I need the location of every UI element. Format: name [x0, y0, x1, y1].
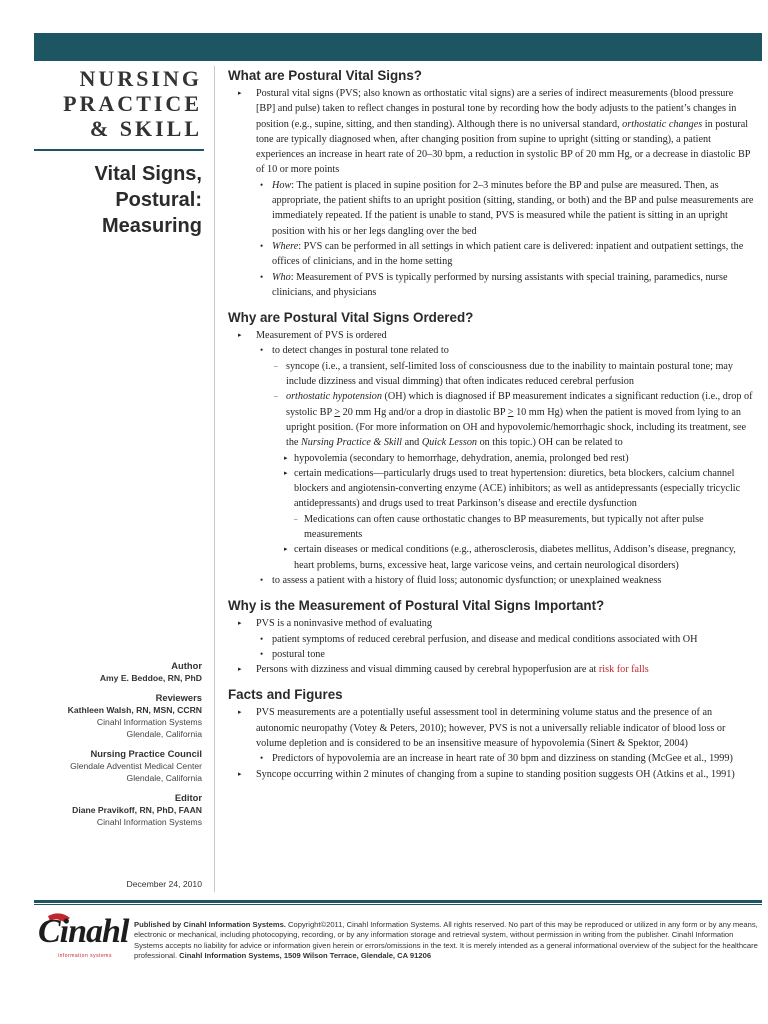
bullet-marker-icon: ▸ — [284, 453, 288, 462]
bullet-marker-icon: • — [260, 271, 264, 282]
footer-rule — [34, 900, 762, 903]
section-heading: Why are Postural Vital Signs Ordered? — [228, 310, 474, 326]
bullet-item — [228, 359, 754, 390]
section-gap — [228, 588, 754, 597]
bullet-item — [228, 512, 754, 543]
bullet-item — [228, 239, 754, 270]
bullet-item — [228, 86, 754, 178]
bullet-text: certain diseases or medical conditions (e.g., atherosclerosis, diabetes mellitus, Addison’s disease, pregnancy, heart problems, burns, excessive heat, large varicose veins, and certain neurological disorders) — [294, 544, 736, 571]
credit-line: Diane Pravikoff, RN, PhD, FAAN — [72, 805, 202, 815]
footer-address: Cinahl Information Systems, 1509 Wilson Terrace, Glendale, CA 91206 — [179, 951, 432, 961]
bullet-item — [228, 178, 754, 239]
footer-rule-thin — [34, 904, 762, 905]
credit-line: Glendale, California — [126, 729, 202, 739]
credit-heading: Editor — [174, 792, 202, 803]
section-gap — [228, 300, 754, 309]
bullet-text: syncope (i.e., a transient, self-limited loss of consciousness due to the inability to maintain postural tone; may include dizziness and visual dimming) that often indicates reduced cerebral perfusion — [286, 360, 734, 388]
section-gap — [228, 677, 754, 686]
bullet-marker-icon: • — [260, 753, 264, 764]
bullet-marker-icon: ▸ — [238, 665, 242, 674]
bullet-marker-icon: ▸ — [238, 89, 242, 97]
bullet-text: Where: PVS can be performed in all settings in which patient care is delivered: inpatient and outpatient settings, the offices of clinicians, and in the home setting — [272, 240, 744, 268]
bullet-text: Postural vital signs (PVS; also known as orthostatic vital signs) are a series of indirect measurements (blood pressure [BP] and pulse) taken to reflect changes in postural tone by recording how the body adjusts to the patient’s changes in position (e.g., supine, sitting, and then standing). Although there is no universal standard, orthostatic changes in postural tone are typically diagnosed when, after changing position from supine to upright (sitting or standing), a patient experiences an increase in heart rate of 20–30 bpm, a reduction in systolic BP of 20 mm Hg, or a decrease in diastolic BP of 10 or more points — [256, 88, 751, 176]
bullet-marker-icon: – — [294, 514, 298, 523]
brand-line: & SKILL — [89, 116, 202, 141]
bullet-marker-icon: • — [260, 574, 264, 585]
bullet-item — [228, 705, 754, 751]
bullet-marker-icon: – — [274, 361, 278, 370]
bullet-item — [228, 466, 754, 512]
credit-heading: Nursing Practice Council — [90, 748, 202, 759]
bullet-text: Medications can often cause orthostatic changes to BP measurements, but typically not after pulse measurements — [304, 513, 704, 541]
brand-title — [34, 66, 204, 141]
bullet-marker-icon: ▸ — [284, 468, 288, 477]
header-bar — [34, 33, 762, 61]
bullet-text: certain medications—particularly drugs used to treat hypertension: diuretics, beta blockers, calcium channel blockers and angiotensin-converting enzyme (ACE) inhibitors; as well as antidepressants (especially tricyclic antidepressants) and drugs used to treat Parkinson’s disease and erectile dysfunction — [294, 467, 741, 510]
section-heading: Facts and Figures — [228, 687, 343, 703]
credit-line: Glendale, California — [126, 773, 202, 783]
bullet-text: How: The patient is placed in supine position for 2–3 minutes before the BP and pulse are measured. Then, as appropriate, the patient shifts to an upright position (sitting, standing, or both) and the BP and pulse measurements are immediately repeated. If the patient is unable to stand, PVS is measured while the patient is sitting in an upright position with his or her legs dangling over the bed — [272, 179, 754, 237]
bullet-item — [228, 389, 754, 450]
brand-line: NURSING — [79, 66, 202, 91]
bullet-marker-icon: ▸ — [238, 769, 242, 778]
bullet-item — [228, 328, 754, 343]
brand-divider — [34, 149, 204, 151]
bullet-text: to detect changes in postural tone related to — [272, 345, 449, 357]
bullet-text: to assess a patient with a history of fluid loss; autonomic dysfunction; or unexplained weakness — [272, 574, 662, 586]
bullet-text: orthostatic hypotension (OH) which is diagnosed if BP measurement indicates a significant reduction (i.e., drop of systolic BP > 20 mm Hg and/or a drop in diastolic BP > 10 mm Hg) when the patient is moved from lying to an upright position. (For more information on OH and hypovolemic/hemorrhagic shock, including its treatment, see the Nursing Practice & Skill and Quick Lesson on this topic.) OH can be related to — [286, 391, 753, 449]
credits-block — [34, 652, 202, 828]
title-line: Measuring — [101, 215, 202, 237]
credit-heading: Author — [171, 660, 202, 671]
bullet-text: PVS measurements are a potentially useful assessment tool in determining volume status and the presence of an autonomic neuropathy (Votey & Peters, 2010); however, PVS is not a universally reliable indicator of blood loss or volume depletion and is considered to be an insensitive measure of hypovolemia (Sinert & Spektor, 2004) — [256, 707, 726, 749]
bullet-item — [228, 542, 754, 573]
bullet-marker-icon: ▸ — [238, 708, 242, 717]
bullet-item — [228, 767, 754, 782]
bullet-text: patient symptoms of reduced cerebral perfusion, and disease and medical conditions associated with OH — [272, 633, 698, 645]
credit-line: Amy E. Beddoe, RN, PhD — [99, 673, 202, 683]
bullet-marker-icon: ▸ — [284, 545, 288, 554]
logo-subtitle: information systems — [58, 953, 112, 959]
bullet-text: Measurement of PVS is ordered — [256, 330, 387, 342]
bullet-text: Persons with dizziness and visual dimming caused by cerebral hypoperfusion are at risk for falls — [256, 664, 649, 676]
section-heading: What are Postural Vital Signs? — [228, 68, 422, 83]
bullet-marker-icon: • — [260, 240, 264, 251]
bullet-item — [228, 573, 754, 588]
bullet-marker-icon: ▸ — [238, 619, 242, 628]
bullet-marker-icon: • — [260, 648, 264, 659]
bullet-marker-icon: • — [260, 345, 264, 356]
bullet-marker-icon: • — [260, 179, 264, 190]
bullet-marker-icon: – — [274, 392, 278, 401]
bullet-text: hypovolemia (secondary to hemorrhage, dehydration, anemia, prolonged bed rest) — [294, 452, 629, 464]
credit-line: Glendale Adventist Medical Center — [70, 761, 202, 771]
bullet-item — [228, 751, 754, 766]
left-column — [34, 66, 204, 239]
bullet-item — [228, 616, 754, 631]
bullet-marker-icon: ▸ — [238, 331, 242, 340]
bullet-item — [228, 343, 754, 358]
bullet-item — [228, 647, 754, 662]
bullet-text: Who: Measurement of PVS is typically performed by nursing assistants with special training, paramedics, nurse clinicians, and physicians — [272, 271, 728, 298]
bullet-item — [228, 270, 754, 301]
brand-line: PRACTICE — [63, 91, 202, 116]
bullet-text: Predictors of hypovolemia are an increase in heart rate of 30 bpm and dizziness on standing (McGee et al., 1999) — [272, 753, 733, 765]
bullet-text: PVS is a noninvasive method of evaluating — [256, 618, 432, 630]
publication-date: December 24, 2010 — [126, 879, 202, 889]
credit-line: Kathleen Walsh, RN, MSN, CCRN — [67, 705, 202, 715]
footer-copyright: Copyright©2011, Cinahl Information Systems. All rights reserved. No part of this may be reproduced or utilized in any form or by any means, electronic or mechanical, including photocopying, recording, or by any information storage and retrieval system, without permission in writing from the publisher. Cinahl Information Systems accepts no liability for advice or information given herein or errors/omissions in the text. It is merely intended as a general informational overview of the subject for the healthcare professional. — [134, 920, 758, 961]
credit-line: Cinahl Information Systems — [96, 817, 202, 827]
credit-heading: Reviewers — [155, 692, 202, 703]
main-content — [228, 67, 754, 782]
document-title — [34, 161, 204, 239]
bullet-item — [228, 662, 754, 677]
credit-line: Cinahl Information Systems — [96, 717, 202, 727]
section-heading: Why is the Measurement of Postural Vital Signs Important? — [228, 598, 605, 614]
title-line: Postural: — [115, 189, 202, 211]
bullet-text: postural tone — [272, 648, 325, 660]
bullet-item — [228, 632, 754, 647]
column-divider — [214, 66, 215, 892]
footer-text — [134, 920, 760, 962]
bullet-text: Syncope occurring within 2 minutes of changing from a supine to standing position suggests OH (Atkins et al., 1991) — [256, 768, 735, 780]
footer-publisher: Published by Cinahl Information Systems. — [134, 920, 286, 929]
bullet-item — [228, 451, 754, 466]
bullet-marker-icon: • — [260, 633, 264, 644]
logo-wordmark: Cinahl — [38, 913, 129, 950]
title-line: Vital Signs, — [94, 163, 202, 185]
